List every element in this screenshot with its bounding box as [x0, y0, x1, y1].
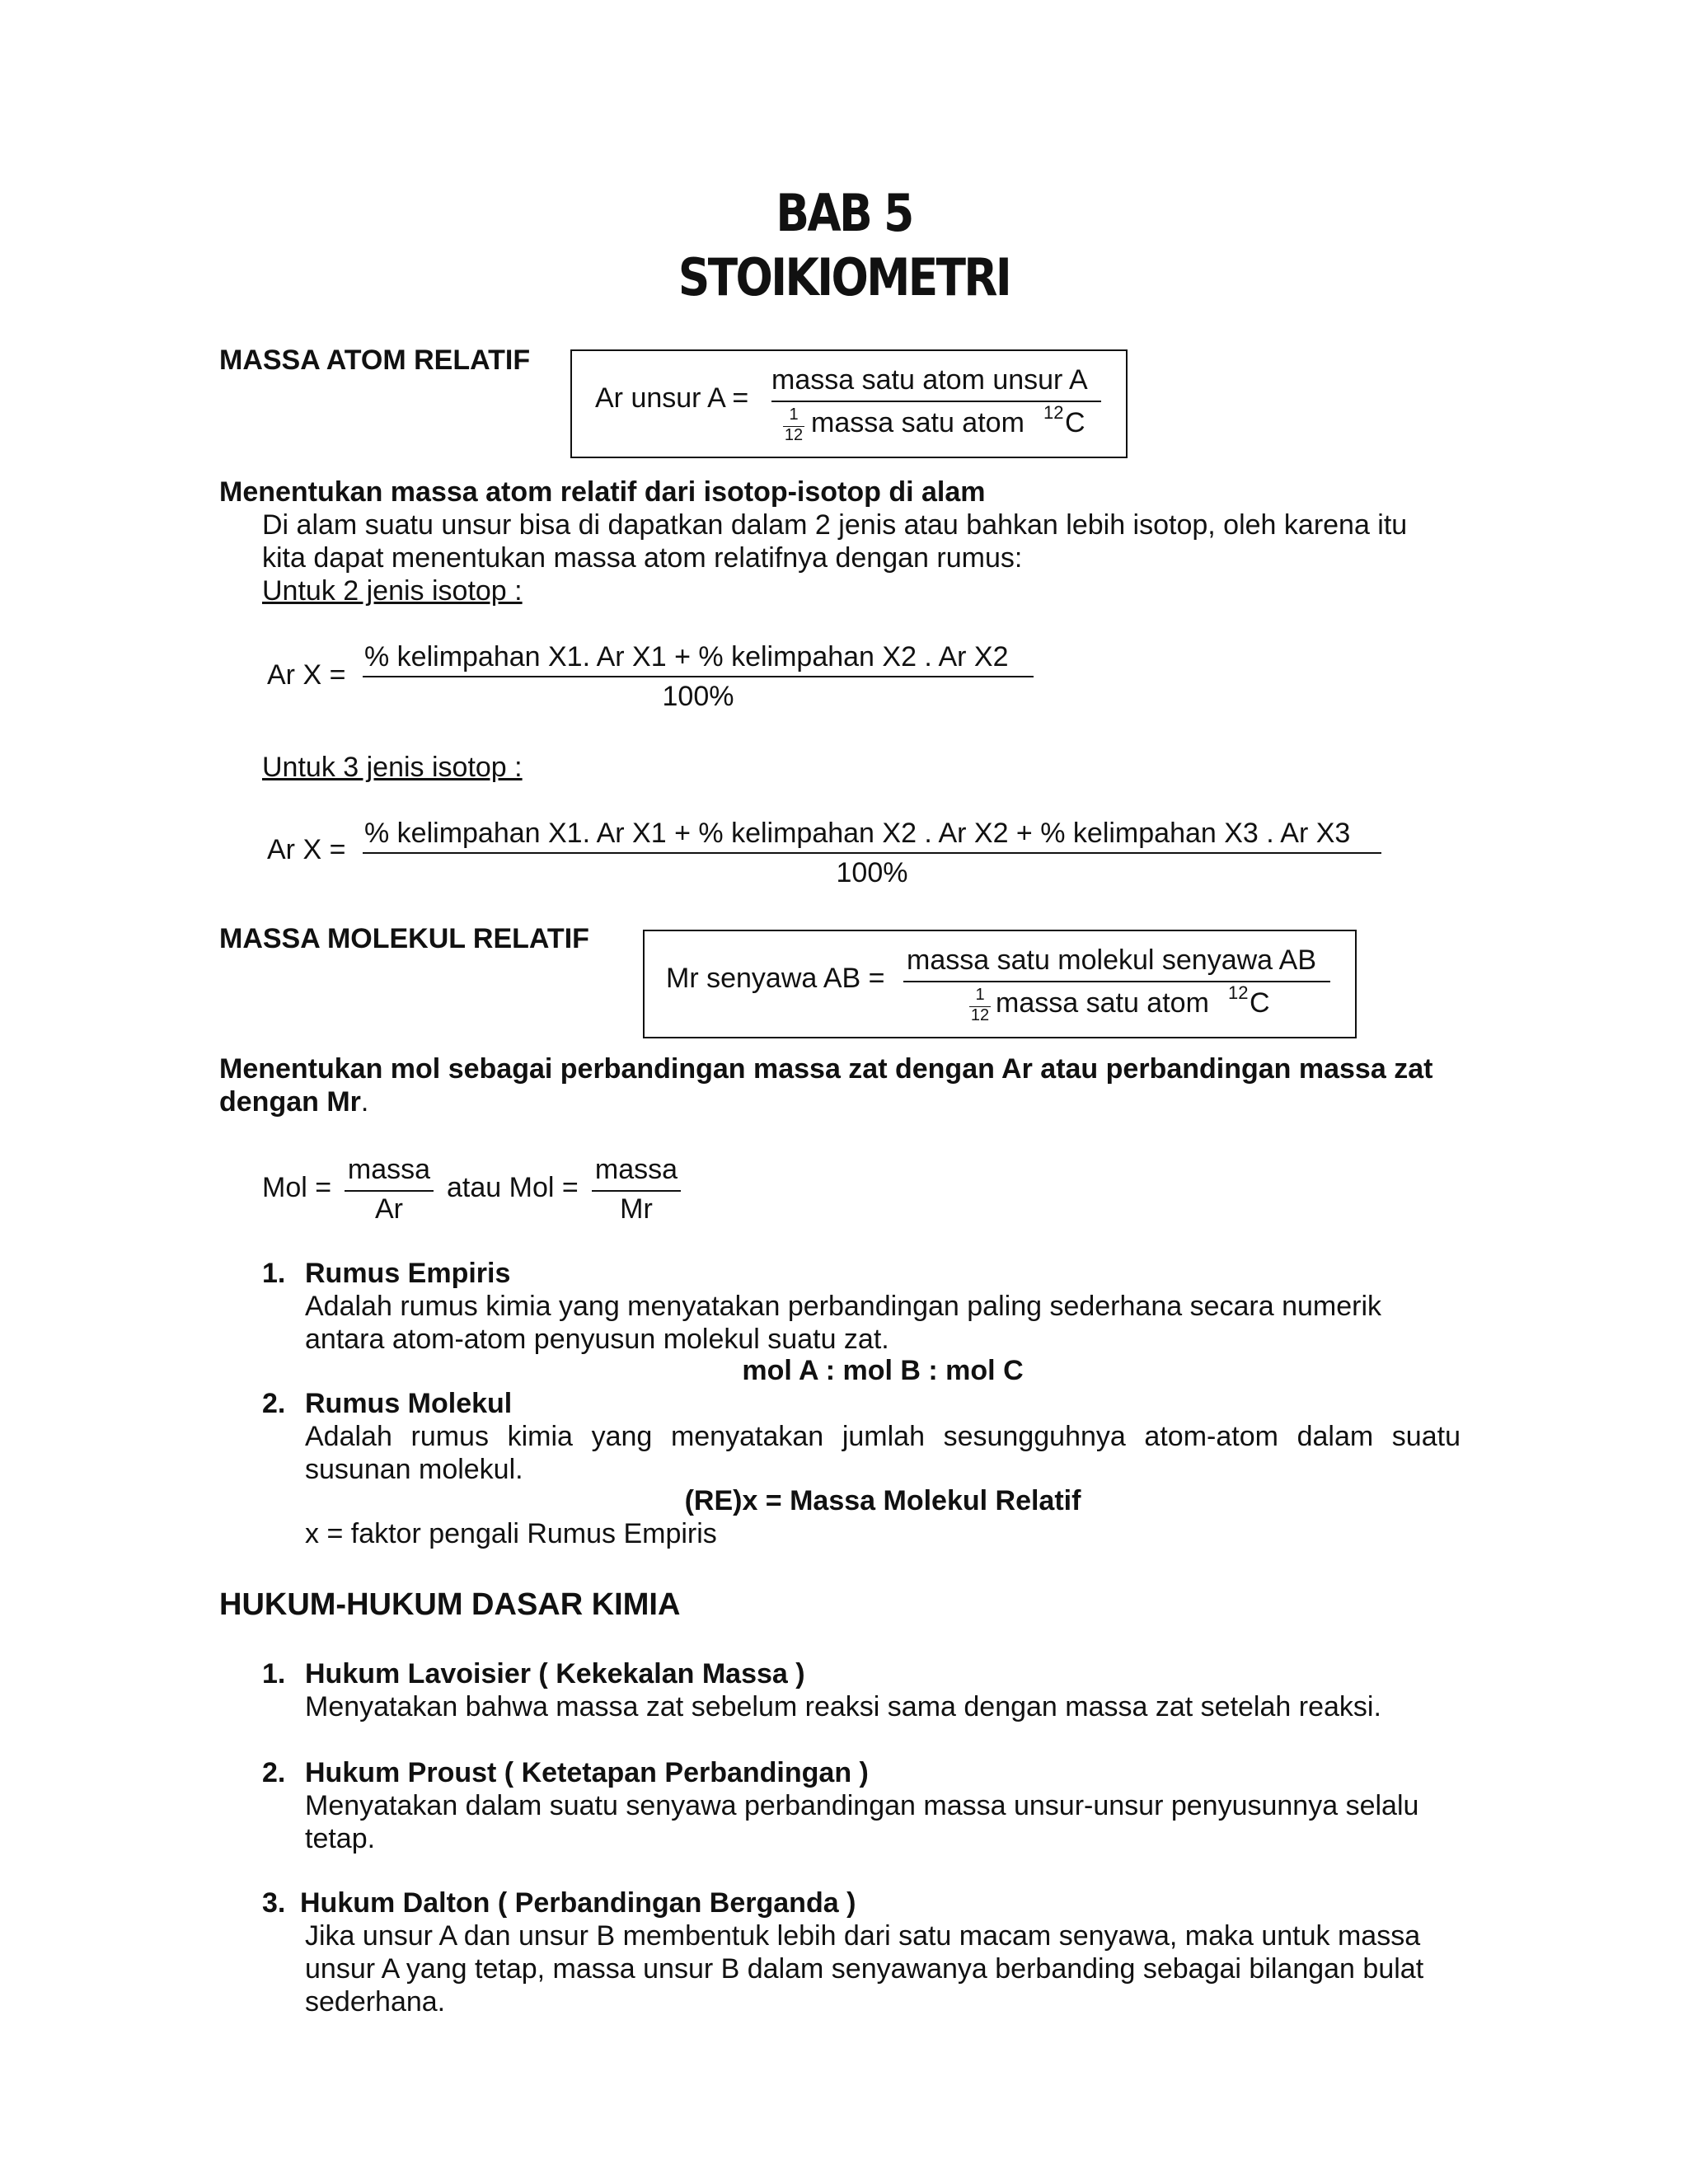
mol-heading-line-2: [219, 1086, 368, 1118]
hukum-3-number: 3.: [262, 1887, 286, 1919]
section-heading-hukum-dasar: HUKUM-HUKUM DASAR KIMIA: [219, 1587, 681, 1622]
rumus-item-1-line-1: Adalah rumus kimia yang menyatakan perbandingan paling sederhana secara numerik: [305, 1291, 1382, 1322]
hukum-2-number: 2.: [262, 1757, 286, 1788]
isotope-paragraph-line-2: kita dapat menentukan massa atom relatifnya dengan rumus:: [262, 542, 1023, 574]
formula-ar-lhs: Ar unsur A =: [595, 382, 749, 414]
formula-mr-frac-den: 12: [970, 1006, 990, 1024]
formula-ar-frac-den: 12: [784, 426, 804, 444]
hukum-2-title: Hukum Proust ( Ketetapan Perbandingan ): [305, 1757, 869, 1788]
section-heading-massa-molekul-relatif: MASSA MOLEKUL RELATIF: [219, 923, 589, 954]
three-isotope-numerator: % kelimpahan X1. Ar X1 + % kelimpahan X2 . Ar X2 + % kelimpahan X3 . Ar X3: [364, 818, 1351, 849]
formula-mr-frac-num: 1: [975, 986, 985, 1004]
chapter-number: BAB 5: [776, 183, 912, 243]
isotope-heading: Menentukan massa atom relatif dari isotop-isotop di alam: [219, 476, 986, 508]
formula-ar-frac-num: 1: [789, 405, 799, 424]
formula-mr-superscript: 12: [1228, 982, 1249, 1003]
three-isotope-fraction-line: [363, 852, 1381, 854]
mol-heading-line-1: Menentukan mol sebagai perbandingan massa zat dengan Ar atau perbandingan massa zat: [219, 1053, 1433, 1085]
hukum-3-title: Hukum Dalton ( Perbandingan Berganda ): [300, 1887, 856, 1919]
two-isotope-label: Untuk 2 jenis isotop :: [262, 575, 523, 607]
rumus-item-2-number: 2.: [262, 1388, 286, 1419]
formula-mr-fraction-line: [903, 981, 1330, 982]
hukum-1-line-1: Menyatakan bahwa massa zat sebelum reaksi sama dengan massa zat setelah reaksi.: [305, 1691, 1381, 1722]
rumus-item-1-title: Rumus Empiris: [305, 1258, 511, 1289]
formula-mr-denominator: massa satu atom: [996, 987, 1209, 1019]
two-isotope-denominator: 100%: [662, 681, 734, 712]
isotope-paragraph-line-1: Di alam suatu unsur bisa di dapatkan dalam 2 jenis atau bahkan lebih isotop, oleh karena itu: [262, 509, 1408, 541]
formula-ar-denominator: massa satu atom: [811, 407, 1025, 438]
rumus-item-1-formula: mol A : mol B : mol C: [742, 1355, 1024, 1386]
hukum-3-line-3: sederhana.: [305, 1986, 446, 2018]
hukum-2-line-2: tetap.: [305, 1823, 376, 1854]
two-isotope-numerator: % kelimpahan X1. Ar X1 + % kelimpahan X2 . Ar X2: [364, 641, 1009, 673]
mol-formula-den-1: Ar: [375, 1193, 403, 1225]
hukum-1-title: Hukum Lavoisier ( Kekekalan Massa ): [305, 1658, 805, 1690]
hukum-3-line-1: Jika unsur A dan unsur B membentuk lebih dari satu macam senyawa, maka untuk massa: [305, 1920, 1421, 1952]
three-isotope-lhs: Ar X =: [267, 834, 346, 865]
hukum-1-number: 1.: [262, 1658, 286, 1690]
hukum-3-line-2: unsur A yang tetap, massa unsur B dalam senyawanya berbanding sebagai bilangan bulat: [305, 1953, 1424, 1985]
rumus-item-2-formula: (RE)x = Massa Molekul Relatif: [684, 1485, 1081, 1516]
mol-formula-num-2: massa: [594, 1154, 678, 1185]
mol-formula-line-1: [345, 1190, 434, 1192]
formula-mr-lhs: Mr senyawa AB =: [666, 963, 885, 994]
formula-ar-superscript: 12: [1043, 402, 1064, 423]
chapter-title: STOIKIOMETRI: [678, 247, 1010, 307]
rumus-item-2-title: Rumus Molekul: [305, 1388, 513, 1419]
mol-formula-den-2: Mr: [620, 1193, 653, 1225]
mol-formula-lhs-2: atau Mol =: [447, 1172, 579, 1203]
section-heading-massa-atom-relatif: MASSA ATOM RELATIF: [219, 344, 531, 376]
two-isotope-fraction-line: [363, 676, 1034, 677]
rumus-item-2-line-2: susunan molekul.: [305, 1454, 523, 1485]
two-isotope-lhs: Ar X =: [267, 659, 346, 691]
formula-ar-numerator: massa satu atom unsur A: [771, 364, 1088, 396]
rumus-item-2-note: x = faktor pengali Rumus Empiris: [305, 1518, 717, 1549]
formula-mr-numerator: massa satu molekul senyawa AB: [907, 944, 1317, 976]
mol-heading-line-2-bold: dengan Mr: [219, 1086, 361, 1118]
three-isotope-denominator: 100%: [836, 857, 908, 888]
rumus-item-1-number: 1.: [262, 1258, 286, 1289]
rumus-item-1-line-2: antara atom-atom penyusun molekul suatu zat.: [305, 1324, 889, 1355]
mol-formula-lhs-1: Mol =: [262, 1172, 332, 1203]
mol-heading-period: .: [360, 1086, 369, 1118]
mol-formula-line-2: [592, 1190, 681, 1192]
mol-formula-num-1: massa: [347, 1154, 431, 1185]
rumus-item-2-line-1: Adalah rumus kimia yang menyatakan jumlah sesungguhnya atom-atom dalam suatu: [305, 1421, 1461, 1452]
three-isotope-label: Untuk 3 jenis isotop :: [262, 752, 523, 783]
formula-ar-element: C: [1065, 407, 1085, 438]
formula-mr-element: C: [1250, 987, 1270, 1019]
hukum-2-line-1: Menyatakan dalam suatu senyawa perbandingan massa unsur-unsur penyusunnya selalu: [305, 1790, 1419, 1821]
